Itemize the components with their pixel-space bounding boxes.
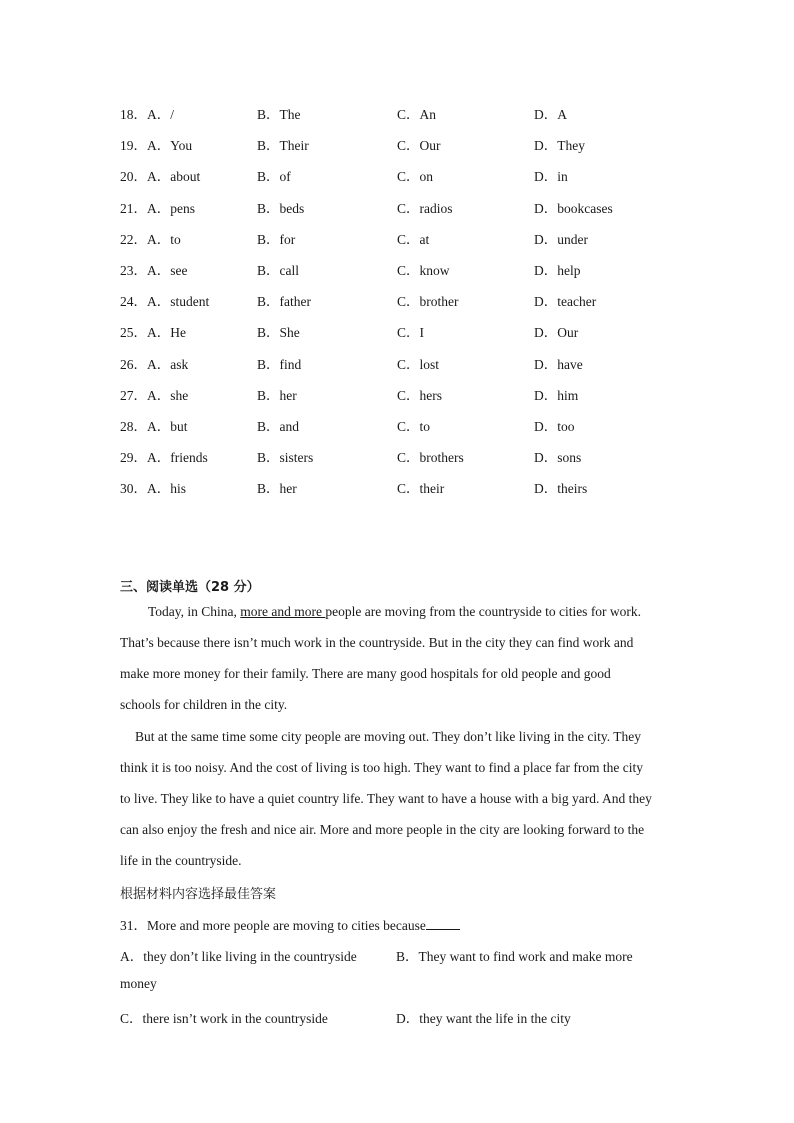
answer-option-d: D．they want the life in the city bbox=[396, 1011, 571, 1026]
option-a: A．You bbox=[147, 138, 193, 154]
passage-line: think it is too noisy. And the cost of living is too high. They want to find a place far from the city bbox=[120, 760, 644, 776]
option-c: C．their bbox=[397, 481, 445, 497]
option-d: D．in bbox=[534, 169, 568, 185]
answer-option-b-continued: money bbox=[120, 976, 157, 991]
option-row bbox=[120, 197, 680, 228]
option-b: B．her bbox=[257, 481, 297, 497]
option-d: D．sons bbox=[534, 450, 582, 466]
option-a: A．friends bbox=[147, 450, 208, 466]
passage-text: people are moving from the countryside to cities for work. bbox=[325, 604, 642, 619]
option-c: C．Our bbox=[397, 138, 441, 154]
answer-option-b: B．They want to find work and make more bbox=[396, 949, 633, 964]
option-row bbox=[120, 103, 680, 134]
option-row bbox=[120, 321, 680, 352]
option-c: C．lost bbox=[397, 356, 440, 372]
option-d: D．help bbox=[534, 262, 581, 278]
option-c: C．brother bbox=[397, 294, 459, 310]
question-number: 23． bbox=[120, 262, 147, 278]
question-number: 25． bbox=[120, 325, 147, 341]
option-b: B．Their bbox=[257, 138, 309, 154]
option-a: A．He bbox=[147, 325, 186, 341]
option-b: B．of bbox=[257, 169, 291, 185]
option-c: C．on bbox=[397, 169, 434, 185]
option-d: D．under bbox=[534, 231, 588, 247]
passage-line: That’s because there isn’t much work in the countryside. But in the city they can find work and bbox=[120, 635, 634, 651]
option-row bbox=[120, 446, 680, 477]
passage-paragraph-1 bbox=[120, 596, 680, 720]
option-a: A．student bbox=[147, 294, 210, 310]
option-c: C．hers bbox=[397, 387, 442, 403]
instruction-text: 根据材料内容选择最佳答案 bbox=[120, 887, 277, 902]
option-d: D．teacher bbox=[534, 294, 597, 310]
option-b: B．beds bbox=[257, 200, 305, 216]
passage-line: make more money for their family. There are many good hospitals for old people and good bbox=[120, 666, 611, 682]
option-c: C．at bbox=[397, 231, 430, 247]
cloze-options-list bbox=[120, 103, 680, 508]
answer-blank bbox=[426, 917, 460, 930]
question-number: 24． bbox=[120, 294, 147, 310]
passage-line: But at the same time some city people are moving out. They don’t like living in the city. They bbox=[135, 729, 642, 744]
option-c: C．brothers bbox=[397, 450, 464, 466]
option-d: D．A bbox=[534, 107, 567, 122]
option-row bbox=[120, 134, 680, 165]
question-number: 28． bbox=[120, 418, 147, 434]
question-number: 30． bbox=[120, 481, 147, 497]
option-b: B．and bbox=[257, 418, 299, 434]
option-c: C．radios bbox=[397, 200, 453, 216]
question-number: 21． bbox=[120, 200, 147, 216]
passage-line: can also enjoy the fresh and nice air. More and more people in the city are looking forward to the bbox=[120, 822, 645, 838]
option-row bbox=[120, 290, 680, 321]
option-d: D．too bbox=[534, 418, 575, 434]
question-stem bbox=[120, 914, 680, 934]
answer-option-c: C．there isn’t work in the countryside bbox=[120, 1011, 328, 1026]
option-c: C．An bbox=[397, 107, 437, 122]
question-number: 20． bbox=[120, 169, 147, 185]
passage-line: to live. They like to have a quiet country life. They want to have a house with a big yard. And they bbox=[120, 791, 652, 807]
passage-text: Today, in China, bbox=[148, 604, 241, 619]
question-number: 26． bbox=[120, 356, 147, 372]
option-row bbox=[120, 353, 680, 384]
passage-line bbox=[120, 596, 680, 627]
section-title: 三、阅读单选（28 分） bbox=[120, 580, 260, 595]
option-b: B．for bbox=[257, 231, 296, 247]
option-b: B．call bbox=[257, 262, 299, 278]
option-d: D．Our bbox=[534, 325, 579, 341]
option-a: A．ask bbox=[147, 356, 189, 372]
option-c: C．I bbox=[397, 325, 424, 341]
option-a: A．his bbox=[147, 481, 187, 497]
option-b: B．She bbox=[257, 325, 300, 341]
option-d: D．him bbox=[534, 387, 579, 403]
option-b: B．her bbox=[257, 387, 297, 403]
option-a: A．to bbox=[147, 231, 181, 247]
option-a: A．see bbox=[147, 262, 188, 278]
option-b: B．find bbox=[257, 356, 302, 372]
option-c: C．know bbox=[397, 262, 450, 278]
question-stem-text: 31．More and more people are moving to cities because bbox=[120, 918, 426, 933]
option-b: B．The bbox=[257, 107, 301, 122]
option-b: B．sisters bbox=[257, 450, 314, 466]
option-a: A．about bbox=[147, 169, 201, 185]
option-a: A．/ bbox=[147, 107, 174, 122]
underlined-phrase: more and more bbox=[240, 604, 326, 619]
option-d: D．have bbox=[534, 356, 583, 372]
option-row bbox=[120, 384, 680, 415]
question-number: 27． bbox=[120, 387, 147, 403]
question-number: 22． bbox=[120, 231, 147, 247]
option-row bbox=[120, 228, 680, 259]
option-d: D．theirs bbox=[534, 481, 588, 497]
passage-paragraph-2 bbox=[120, 721, 680, 876]
answer-option-a: A．they don’t like living in the countryside bbox=[120, 949, 357, 964]
question-number: 29． bbox=[120, 450, 147, 466]
passage-line: life in the countryside. bbox=[120, 853, 242, 869]
question-number: 19． bbox=[120, 138, 147, 154]
option-row bbox=[120, 165, 680, 196]
question-number: 18． bbox=[120, 107, 147, 122]
answer-options-row bbox=[120, 1007, 680, 1027]
answer-options-row bbox=[120, 945, 680, 965]
passage-line: schools for children in the city. bbox=[120, 697, 288, 713]
option-a: A．she bbox=[147, 387, 189, 403]
option-row bbox=[120, 477, 680, 508]
option-row bbox=[120, 259, 680, 290]
option-d: D．bookcases bbox=[534, 200, 613, 216]
option-c: C．to bbox=[397, 418, 431, 434]
option-d: D．They bbox=[534, 138, 585, 154]
option-b: B．father bbox=[257, 294, 311, 310]
option-a: A．pens bbox=[147, 200, 195, 216]
option-a: A．but bbox=[147, 418, 188, 434]
option-row bbox=[120, 415, 680, 446]
